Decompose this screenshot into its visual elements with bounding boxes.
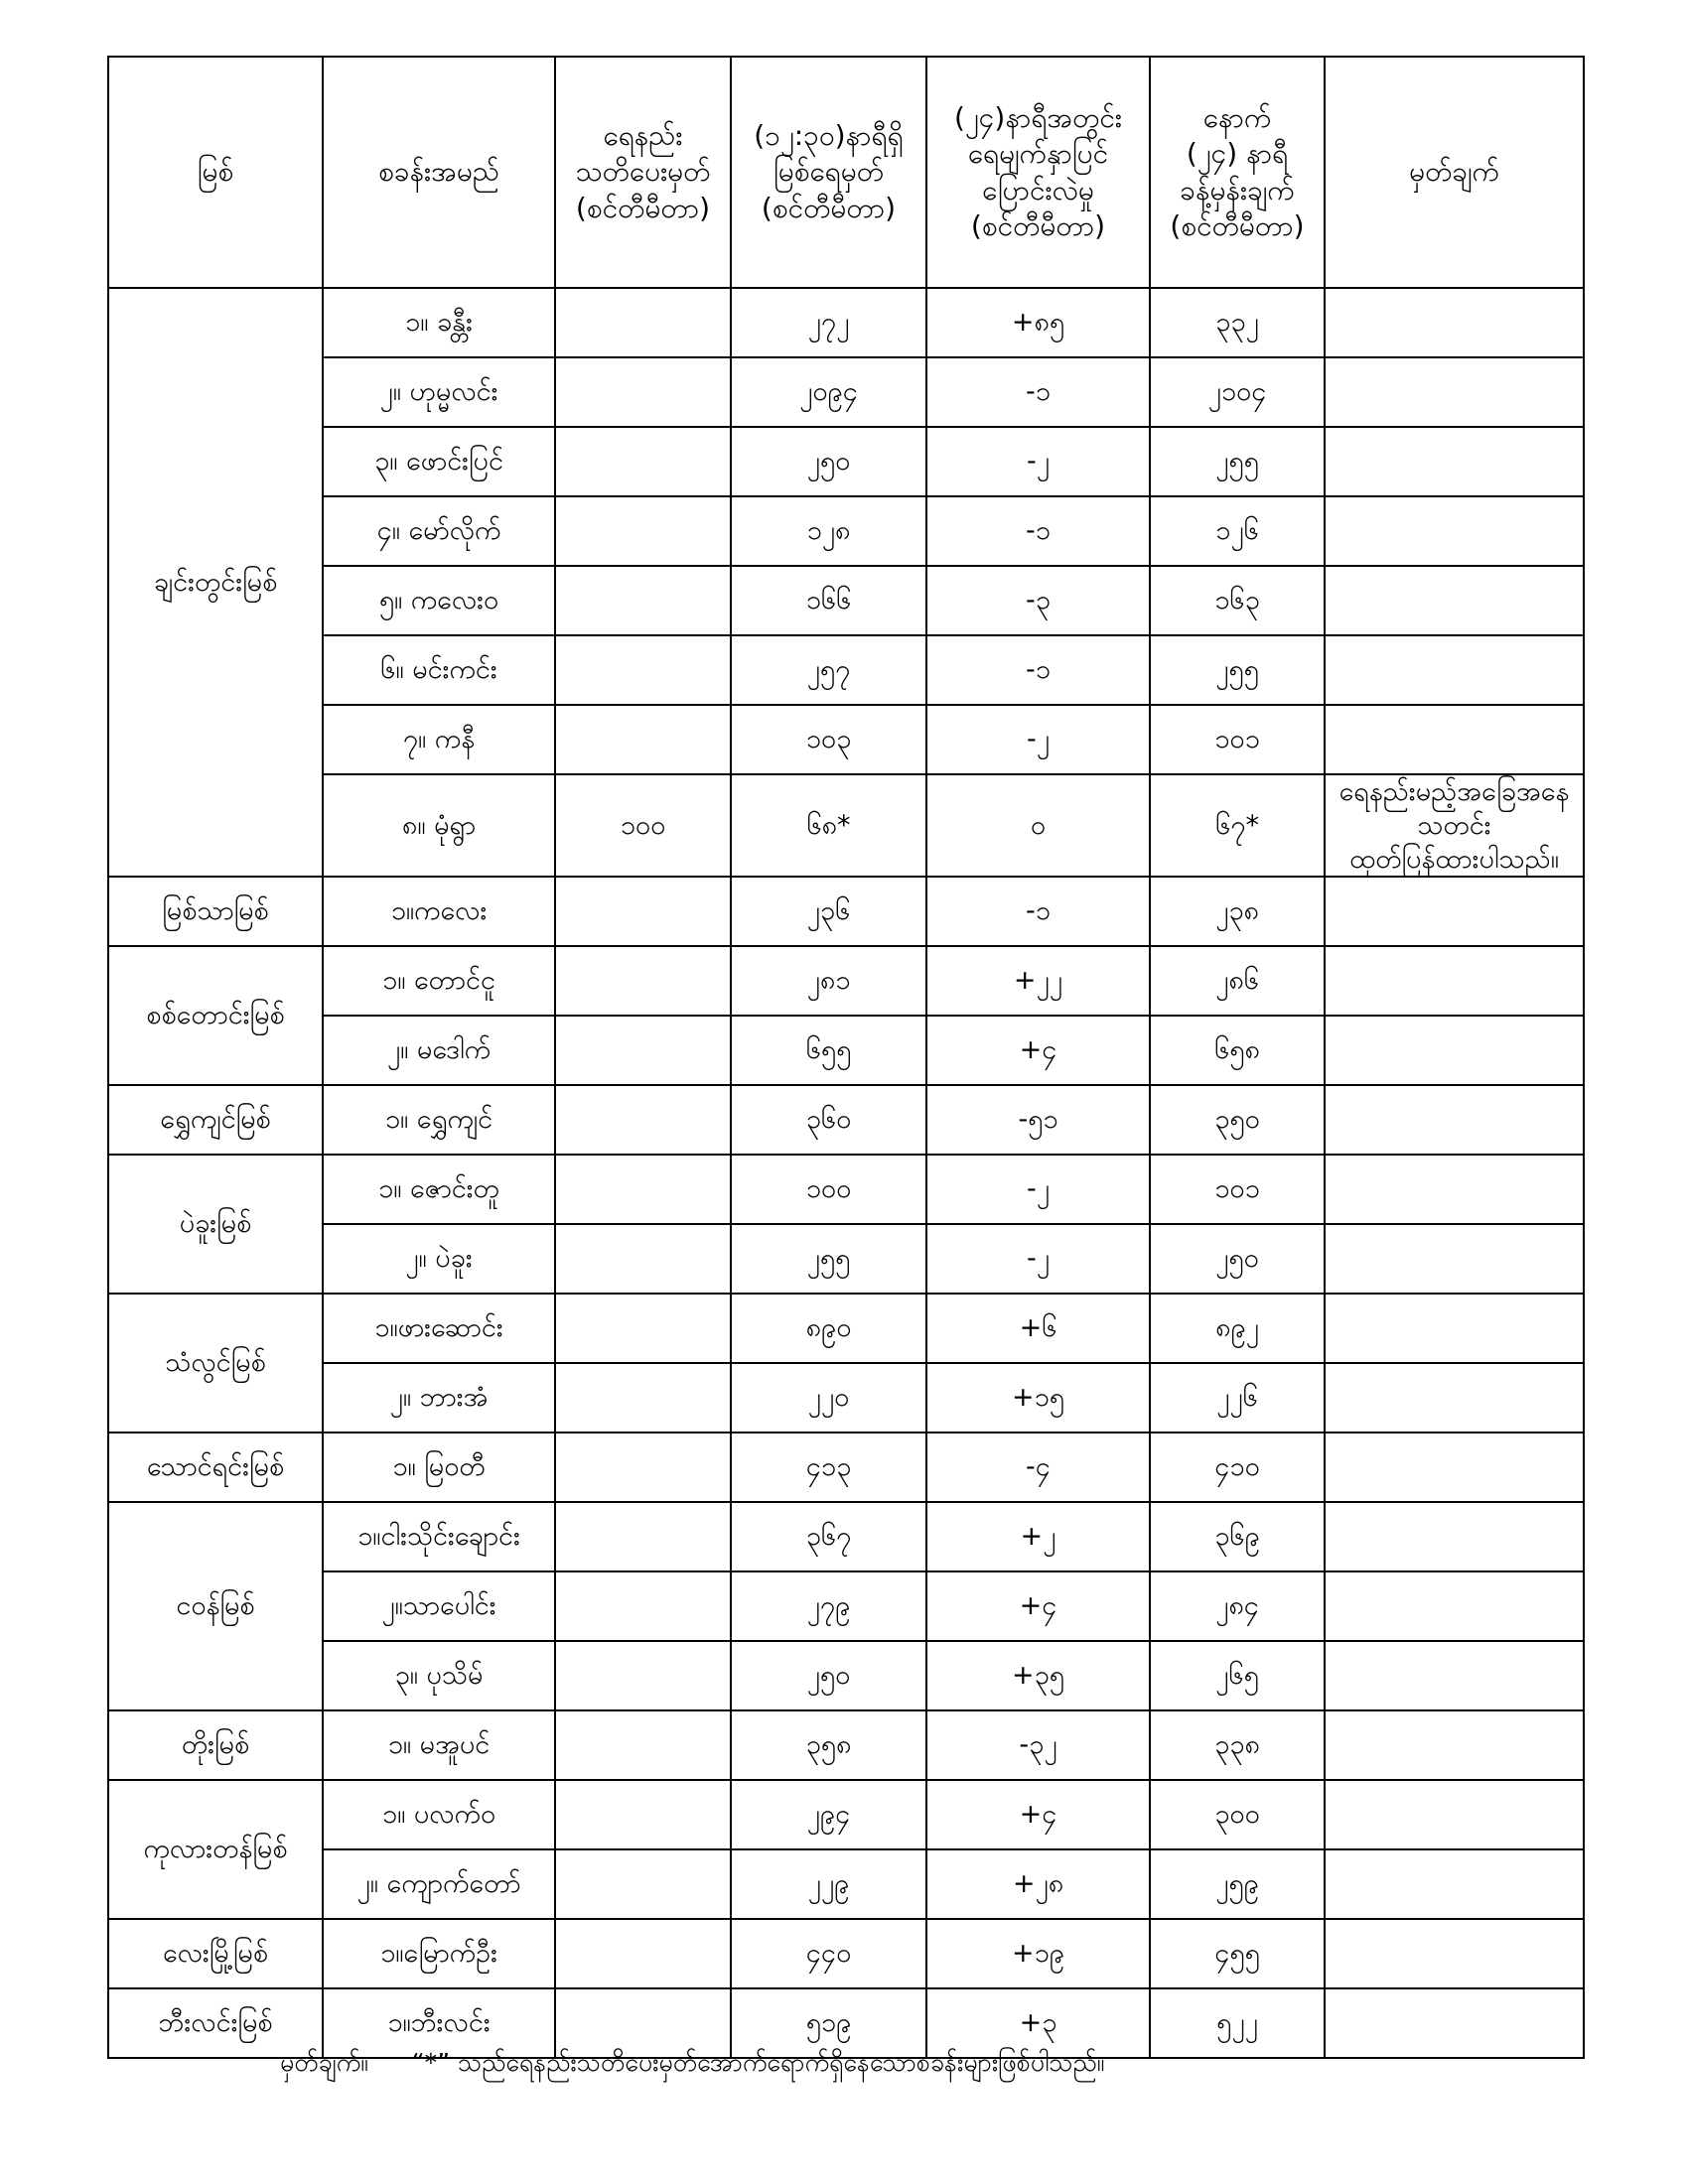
river-name-cell: ချင်းတွင်းမြစ် (108, 288, 323, 877)
warning-level-cell (555, 1502, 731, 1571)
river-name-cell: တိုးမြစ် (108, 1710, 323, 1780)
current-level-cell: ၄၁၃ (731, 1433, 926, 1502)
remark-cell (1325, 1988, 1584, 2058)
remark-cell (1325, 1155, 1584, 1224)
station-cell: ၁။ မြဝတီ (323, 1433, 555, 1502)
change-cell: -၅၁ (926, 1085, 1150, 1155)
table-row (108, 357, 1584, 427)
header-river: မြစ် (108, 57, 323, 288)
warning-level-cell (555, 1433, 731, 1502)
change-cell: +၁၅ (926, 1363, 1150, 1433)
station-cell: ၁။ ခန္တီး (323, 288, 555, 357)
change-cell: -၂ (926, 705, 1150, 774)
warning-level-cell (555, 357, 731, 427)
station-cell: ၁။ကလေး (323, 877, 555, 946)
river-name-cell: ဘီးလင်းမြစ် (108, 1988, 323, 2058)
table-row (108, 566, 1584, 635)
warning-level-cell (555, 1849, 731, 1919)
remark-cell (1325, 1016, 1584, 1085)
forecast-cell: ၂၅၅ (1150, 427, 1325, 496)
table-row (108, 1710, 1584, 1780)
change-cell: ၀ (926, 774, 1150, 877)
table-row (108, 946, 1584, 1016)
current-level-cell: ၂၈၁ (731, 946, 926, 1016)
station-cell: ၁။ ပလက်ဝ (323, 1780, 555, 1849)
change-cell: +၆ (926, 1294, 1150, 1363)
station-cell: ၁။ ရွှေကျင် (323, 1085, 555, 1155)
warning-level-cell (555, 1641, 731, 1710)
forecast-cell: ၁၆၃ (1150, 566, 1325, 635)
table-row (108, 427, 1584, 496)
table-row (108, 635, 1584, 705)
warning-level-cell (555, 496, 731, 566)
current-level-cell: ၂၂၀ (731, 1363, 926, 1433)
current-level-cell: ၁၂၈ (731, 496, 926, 566)
remark-cell (1325, 1641, 1584, 1710)
current-level-cell: ၂၂၉ (731, 1849, 926, 1919)
river-name-cell: လေးမြို့မြစ် (108, 1919, 323, 1988)
remark-cell (1325, 1294, 1584, 1363)
station-cell: ၁။မြောက်ဦး (323, 1919, 555, 1988)
change-cell: -၄ (926, 1433, 1150, 1502)
table-row (108, 774, 1584, 877)
forecast-cell: ၁၀၁ (1150, 1155, 1325, 1224)
table-row (108, 288, 1584, 357)
change-cell: -၁ (926, 496, 1150, 566)
warning-level-cell (555, 1224, 731, 1294)
river-name-cell: မြစ်သာမြစ် (108, 877, 323, 946)
table-row (108, 1919, 1584, 1988)
current-level-cell: ၅၁၉ (731, 1988, 926, 2058)
warning-level-cell: ၁၀၀ (555, 774, 731, 877)
warning-level-cell (555, 427, 731, 496)
header-station: စခန်းအမည် (323, 57, 555, 288)
table-row (108, 877, 1584, 946)
header-24h-change: (၂၄)နာရီအတွင်း ရေမျက်နှာပြင် ပြောင်းလဲမှု (စင်တီမီတာ) (926, 57, 1150, 288)
footnote (280, 2047, 1104, 2084)
warning-level-cell (555, 1016, 731, 1085)
table-row (108, 1780, 1584, 1849)
change-cell: -၂ (926, 427, 1150, 496)
forecast-cell: ၂၈၆ (1150, 946, 1325, 1016)
forecast-cell: ၁၀၁ (1150, 705, 1325, 774)
remark-cell: ရေနည်းမည့်အခြေအနေသတင်း ထုတ်ပြန်ထားပါသည်။ (1325, 774, 1584, 877)
remark-cell (1325, 877, 1584, 946)
warning-level-cell (555, 705, 731, 774)
change-cell: +၈၅ (926, 288, 1150, 357)
current-level-cell: ၂၇၉ (731, 1571, 926, 1641)
forecast-cell: ၃၅၀ (1150, 1085, 1325, 1155)
station-cell: ၃။ ပုသိမ် (323, 1641, 555, 1710)
remark-cell (1325, 1849, 1584, 1919)
station-cell: ၁။ တောင်ငူ (323, 946, 555, 1016)
remark-cell (1325, 1363, 1584, 1433)
station-cell: ၃။ ဖောင်းပြင် (323, 427, 555, 496)
warning-level-cell (555, 1710, 731, 1780)
current-level-cell: ၃၅၈ (731, 1710, 926, 1780)
current-level-cell: ၂၅၀ (731, 427, 926, 496)
river-name-cell: ကုလားတန်မြစ် (108, 1780, 323, 1919)
table-row (108, 496, 1584, 566)
current-level-cell: ၂၅၅ (731, 1224, 926, 1294)
change-cell: +၃ (926, 1988, 1150, 2058)
forecast-cell: ၂၈၄ (1150, 1571, 1325, 1641)
change-cell: +၂၂ (926, 946, 1150, 1016)
forecast-cell: ၂၅၀ (1150, 1224, 1325, 1294)
change-cell: -၁ (926, 877, 1150, 946)
current-level-cell: ၂၇၂ (731, 288, 926, 357)
table-row (108, 1155, 1584, 1224)
river-name-cell: စစ်တောင်းမြစ် (108, 946, 323, 1085)
table-row (108, 1641, 1584, 1710)
change-cell: -၃ (926, 566, 1150, 635)
station-cell: ၁။ ဇောင်းတူ (323, 1155, 555, 1224)
forecast-cell: ၂၅၅ (1150, 635, 1325, 705)
station-cell: ၆။ မင်းကင်း (323, 635, 555, 705)
warning-level-cell (555, 1155, 731, 1224)
change-cell: -၁ (926, 635, 1150, 705)
change-cell: +၂၈ (926, 1849, 1150, 1919)
remark-cell (1325, 1224, 1584, 1294)
forecast-cell: ၁၂၆ (1150, 496, 1325, 566)
table-row (108, 705, 1584, 774)
change-cell: +၃၅ (926, 1641, 1150, 1710)
warning-level-cell (555, 1294, 731, 1363)
remark-cell (1325, 1502, 1584, 1571)
table-row (108, 1085, 1584, 1155)
forecast-cell: ၄၅၅ (1150, 1919, 1325, 1988)
remark-cell (1325, 357, 1584, 427)
table-row (108, 1502, 1584, 1571)
remark-cell (1325, 1780, 1584, 1849)
forecast-cell: ၆၇* (1150, 774, 1325, 877)
table-row (108, 1016, 1584, 1085)
remark-cell (1325, 1571, 1584, 1641)
remark-cell (1325, 705, 1584, 774)
warning-level-cell (555, 635, 731, 705)
river-name-cell: ပဲခူးမြစ် (108, 1155, 323, 1294)
station-cell: ၂။ မဒေါက် (323, 1016, 555, 1085)
current-level-cell: ၁၀၀ (731, 1155, 926, 1224)
current-level-cell: ၁၀၃ (731, 705, 926, 774)
river-name-cell: ရွှေကျင်မြစ် (108, 1085, 323, 1155)
footnote-text: “*” သည်ရေနည်းသတိပေးမှတ်အောက်ရောက်ရှိနေသောစခန်းများဖြစ်ပါသည်။ (411, 2048, 1105, 2077)
remark-cell (1325, 1433, 1584, 1502)
forecast-cell: ၆၅၈ (1150, 1016, 1325, 1085)
remark-cell (1325, 427, 1584, 496)
remark-cell (1325, 635, 1584, 705)
current-level-cell: ၈၉၀ (731, 1294, 926, 1363)
warning-level-cell (555, 1363, 731, 1433)
table-row (108, 1363, 1584, 1433)
change-cell: -၁ (926, 357, 1150, 427)
change-cell: +၁၉ (926, 1919, 1150, 1988)
forecast-cell: ၃၃၂ (1150, 288, 1325, 357)
current-level-cell: ၂၅၇ (731, 635, 926, 705)
river-name-cell: ငဝန်မြစ် (108, 1502, 323, 1710)
current-level-cell: ၃၆၇ (731, 1502, 926, 1571)
station-cell: ၁။ငါးသိုင်းချောင်း (323, 1502, 555, 1571)
footnote-label: မှတ်ချက်။ (280, 2048, 368, 2077)
header-remark: မှတ်ချက် (1325, 57, 1584, 288)
remark-cell (1325, 566, 1584, 635)
current-level-cell: ၁၆၆ (731, 566, 926, 635)
warning-level-cell (555, 946, 731, 1016)
station-cell: ၁။ မအူပင် (323, 1710, 555, 1780)
forecast-cell: ၂၁၀၄ (1150, 357, 1325, 427)
warning-level-cell (555, 1919, 731, 1988)
current-level-cell: ၄၄၀ (731, 1919, 926, 1988)
current-level-cell: ၂၅၀ (731, 1641, 926, 1710)
remark-cell (1325, 946, 1584, 1016)
change-cell: -၂ (926, 1155, 1150, 1224)
warning-level-cell (555, 288, 731, 357)
river-name-cell: သောင်ရင်းမြစ် (108, 1433, 323, 1502)
header-warning-level: ရေနည်း သတိပေးမှတ် (စင်တီမီတာ) (555, 57, 731, 288)
forecast-cell: ၂၃၈ (1150, 877, 1325, 946)
change-cell: +၂ (926, 1502, 1150, 1571)
change-cell: -၃၂ (926, 1710, 1150, 1780)
current-level-cell: ၃၆၀ (731, 1085, 926, 1155)
station-cell: ၇။ ကနီ (323, 705, 555, 774)
change-cell: +၄ (926, 1571, 1150, 1641)
warning-level-cell (555, 1571, 731, 1641)
remark-cell (1325, 1919, 1584, 1988)
station-cell: ၂။ ပဲခူး (323, 1224, 555, 1294)
table-row (108, 1849, 1584, 1919)
forecast-cell: ၃၀၀ (1150, 1780, 1325, 1849)
table-row (108, 1294, 1584, 1363)
river-level-table (107, 56, 1585, 2059)
station-cell: ၂။သာပေါင်း (323, 1571, 555, 1641)
station-cell: ၁။ဘီးလင်း (323, 1988, 555, 2058)
table-row (108, 1224, 1584, 1294)
station-cell: ၈။ မုံရွာ (323, 774, 555, 877)
station-cell: ၂။ ကျောက်တော် (323, 1849, 555, 1919)
change-cell: +၄ (926, 1780, 1150, 1849)
forecast-cell: ၃၆၉ (1150, 1502, 1325, 1571)
current-level-cell: ၂၀၉၄ (731, 357, 926, 427)
station-cell: ၂။ ဘားအံ (323, 1363, 555, 1433)
warning-level-cell (555, 877, 731, 946)
current-level-cell: ၆၅၅ (731, 1016, 926, 1085)
current-level-cell: ၂၃၆ (731, 877, 926, 946)
change-cell: -၂ (926, 1224, 1150, 1294)
warning-level-cell (555, 1780, 731, 1849)
remark-cell (1325, 1085, 1584, 1155)
forecast-cell: ၃၃၈ (1150, 1710, 1325, 1780)
current-level-cell: ၂၉၄ (731, 1780, 926, 1849)
forecast-cell: ၈၉၂ (1150, 1294, 1325, 1363)
station-cell: ၂။ ဟုမ္မလင်း (323, 357, 555, 427)
warning-level-cell (555, 1085, 731, 1155)
station-cell: ၅။ ကလေးဝ (323, 566, 555, 635)
current-level-cell: ၆၈* (731, 774, 926, 877)
table-row (108, 1433, 1584, 1502)
forecast-cell: ၄၁၀ (1150, 1433, 1325, 1502)
station-cell: ၄။ မော်လိုက် (323, 496, 555, 566)
warning-level-cell (555, 566, 731, 635)
header-row (108, 57, 1584, 288)
forecast-cell: ၅၂၂ (1150, 1988, 1325, 2058)
forecast-cell: ၂၂၆ (1150, 1363, 1325, 1433)
remark-cell (1325, 1710, 1584, 1780)
table-row (108, 1571, 1584, 1641)
forecast-cell: ၂၆၅ (1150, 1641, 1325, 1710)
change-cell: +၄ (926, 1016, 1150, 1085)
table-body (108, 288, 1584, 2058)
forecast-cell: ၂၅၉ (1150, 1849, 1325, 1919)
header-forecast: နောက် (၂၄) နာရီ ခန့်မှန်းချက် (စင်တီမီတာ) (1150, 57, 1325, 288)
station-cell: ၁။ဖားဆောင်း (323, 1294, 555, 1363)
header-current-level: (၁၂:၃၀)နာရီရှိ မြစ်ရေမှတ် (စင်တီမီတာ) (731, 57, 926, 288)
remark-cell (1325, 496, 1584, 566)
river-name-cell: သံလွင်မြစ် (108, 1294, 323, 1433)
remark-cell (1325, 288, 1584, 357)
